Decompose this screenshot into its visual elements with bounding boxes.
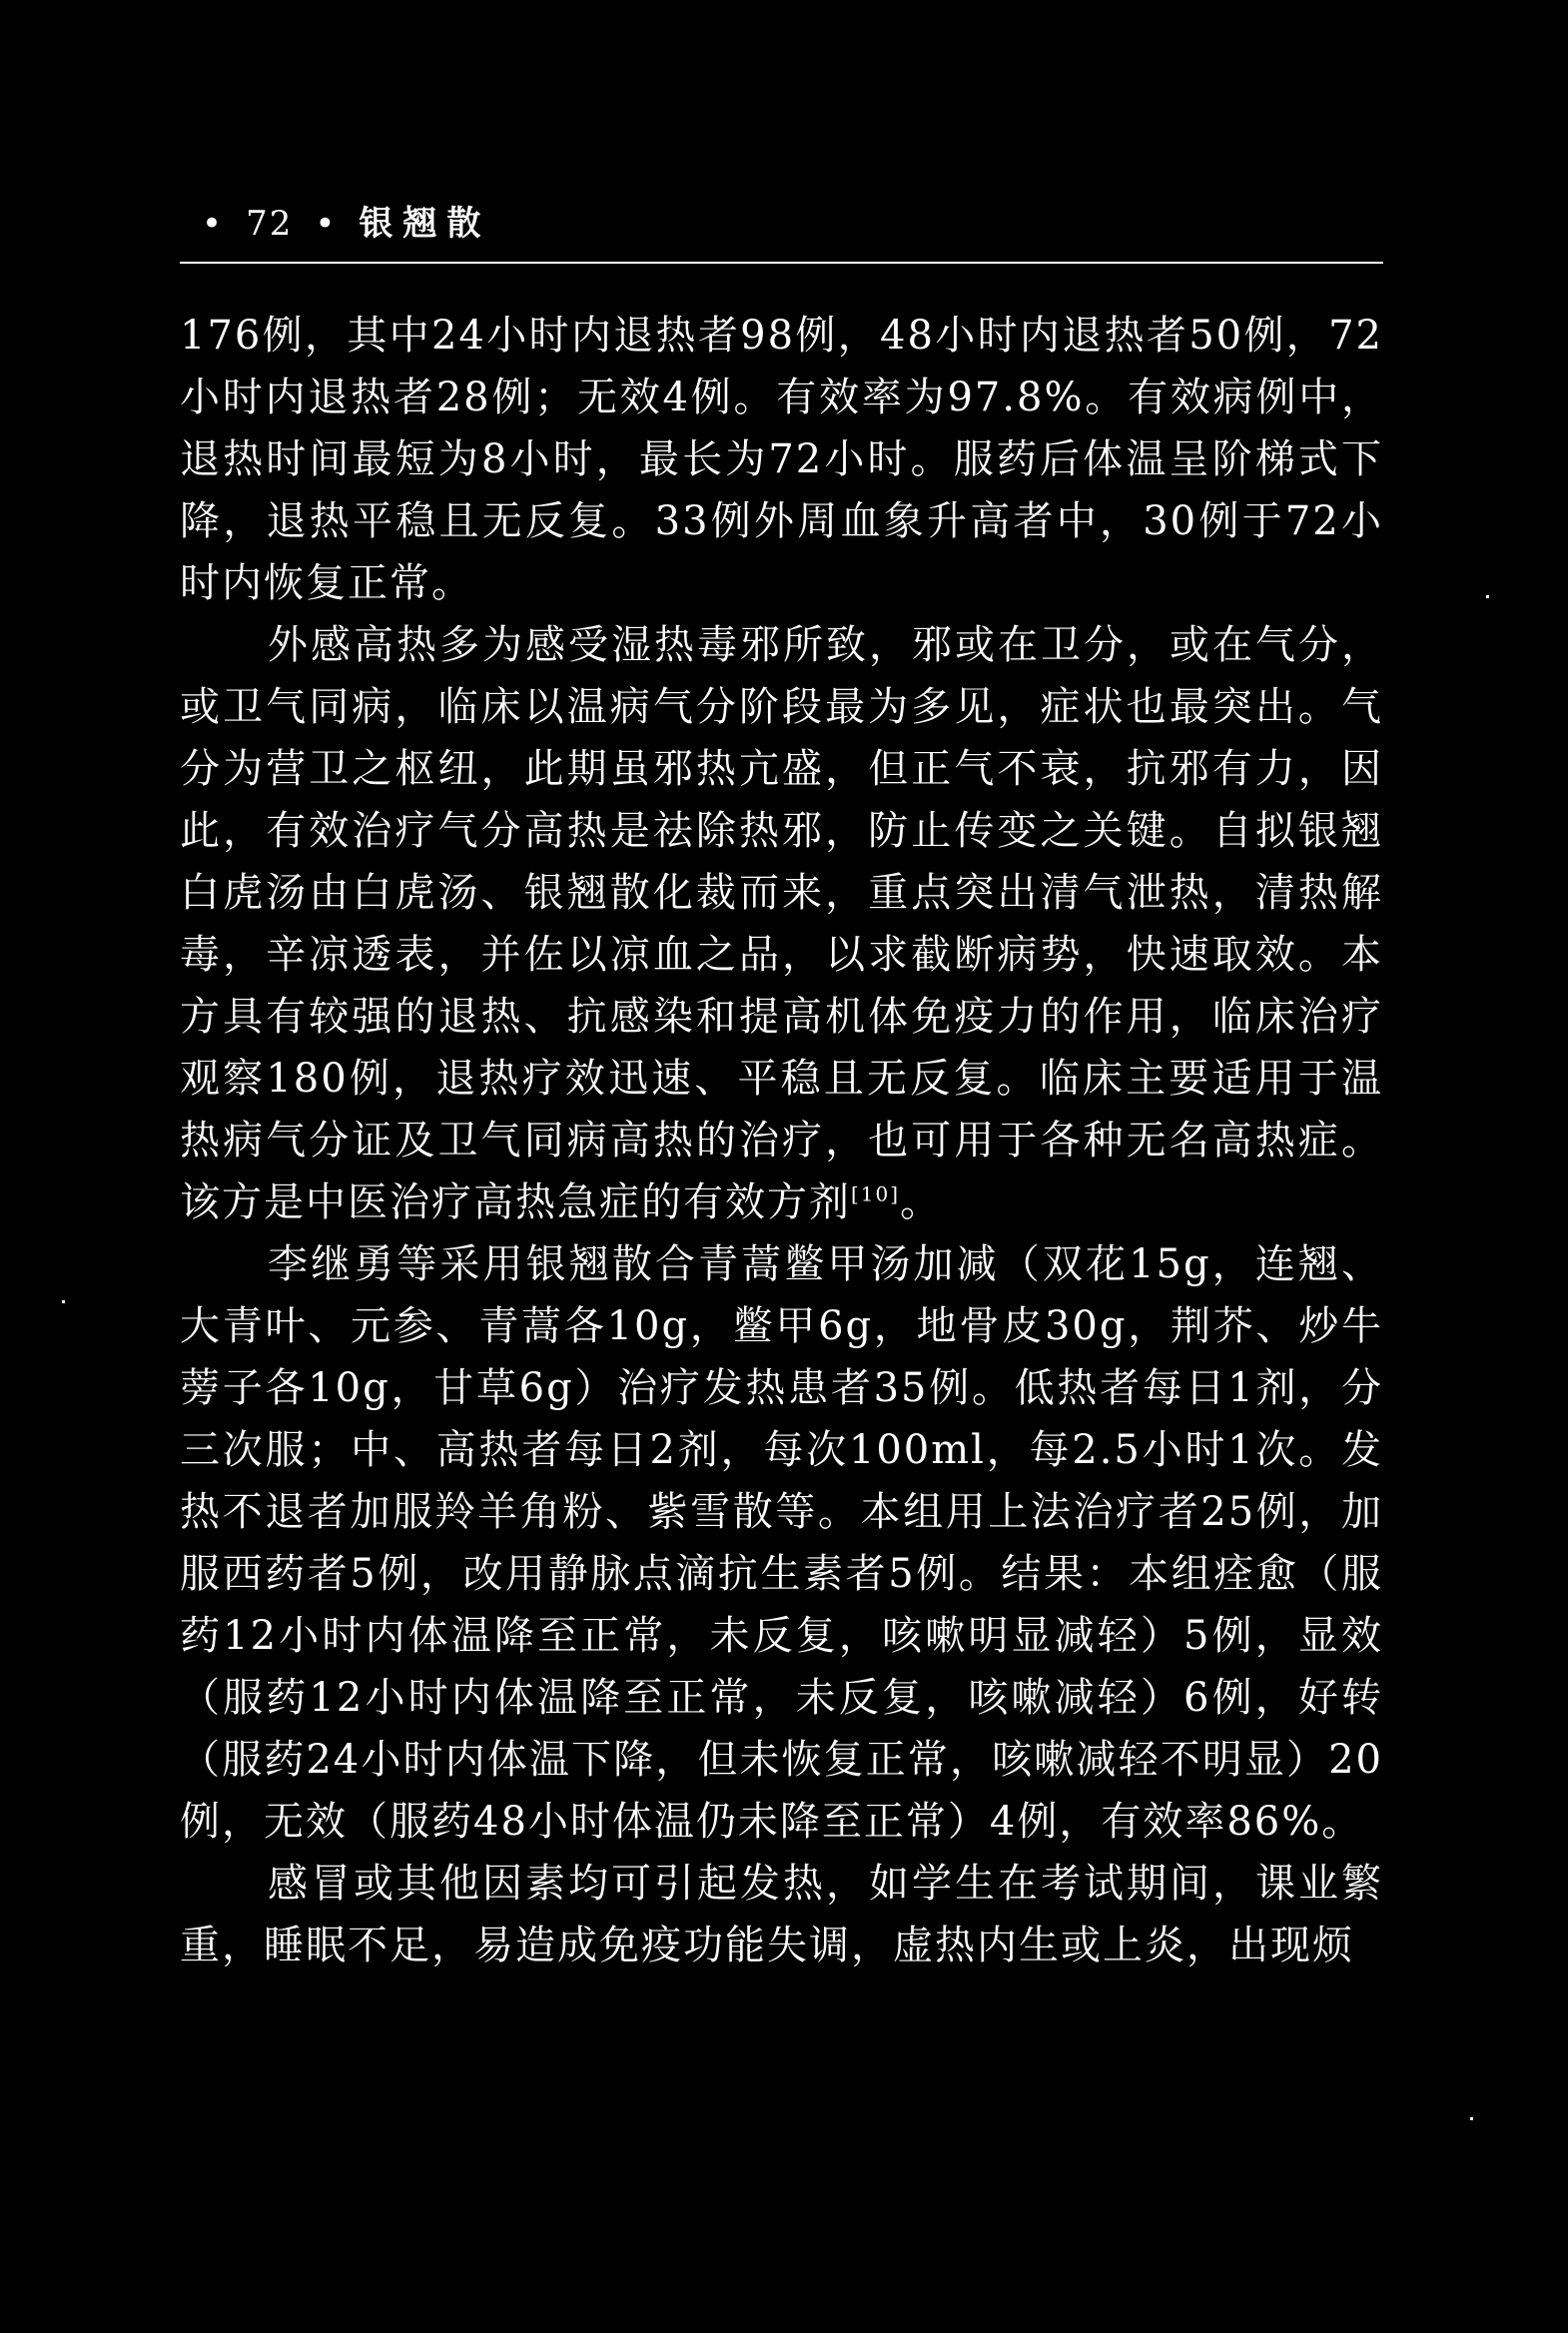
paragraph-1-text: 176例，其中24小时内退热者98例，48小时内退热者50例，72小时内退热者28例；无效4例。有效率为97.8%。有效病例中，退热时间最短为8小时，最长为72小时。服药后体温呈阶梯式下降，退热平稳且无反复。33例外周血象升高者中，30例于72小时内恢复正常。 <box>180 313 1383 606</box>
paragraph-4-text: 感冒或其他因素均可引起发热，如学生在考试期间，课业繁重，睡眠不足，易造成免疫功能失调，虚热内生或上炎，出现烦 <box>180 1861 1383 1968</box>
header-line <box>180 202 490 246</box>
paragraph-3-text: 李继勇等采用银翘散合青蒿鳖甲汤加减（双花15g，连翘、大青叶、元参、青蒿各10g，鳖甲6g，地骨皮30g，荆芥、炒牛蒡子各10g，甘草6g）治疗发热患者35例。低热者每日1剂，分三次服；中、高热者每日2剂，每次100ml，每2.5小时1次。发热不退者加服羚羊角粉、紫雪散等。本组用上法治疗者25例，加服西药者5例，改用静脉点滴抗生素者5例。结果：本组痊愈（服药12小时内体温降至正常，未反复，咳嗽明显减轻）5例，显效（服药12小时内体温降至正常，未反复，咳嗽减轻）6例，好转（服药24小时内体温下降，但未恢复正常，咳嗽减轻不明显）20例，无效（服药48小时体温仍未降至正常）4例，有效率86%。 <box>180 1241 1383 1845</box>
scan-speck <box>62 1300 65 1303</box>
paragraph-2-tail: 。 <box>900 1179 943 1225</box>
reference-marker: [10] <box>851 1181 901 1206</box>
paragraph-3 <box>180 1233 1383 1853</box>
paragraph-2 <box>180 614 1383 1233</box>
header-dot-left: • <box>202 204 225 244</box>
book-title: 银翘散 <box>359 204 491 244</box>
body-text <box>180 305 1383 1976</box>
page-number: 72 <box>246 204 294 244</box>
paragraph-2-text: 外感高热多为感受湿热毒邪所致，邪或在卫分，或在气分，或卫气同病，临床以温病气分阶段最为多见，症状也最突出。气分为营卫之枢纽，此期虽邪热亢盛，但正气不衰，抗邪有力，因此，有效治疗气分高热是祛除热邪，防止传变之关键。自拟银翘白虎汤由白虎汤、银翘散化裁而来，重点突出清气泄热，清热解毒，辛凉透表，并佐以凉血之品，以求截断病势，快速取效。本方具有较强的退热、抗感染和提高机体免疫力的作用，临床治疗观察180例，退热疗效迅速、平稳且无反复。临床主要适用于温热病气分证及卫气同病高热的治疗，也可用于各种无名高热症。该方是中医治疗高热急症的有效方剂 <box>180 622 1383 1225</box>
paragraph-4 <box>180 1853 1383 1976</box>
paragraph-1 <box>180 305 1383 614</box>
header-dot-right: • <box>315 204 338 244</box>
scan-speck <box>1470 2117 1473 2120</box>
scan-speck <box>1486 595 1489 598</box>
running-header <box>180 192 1383 264</box>
